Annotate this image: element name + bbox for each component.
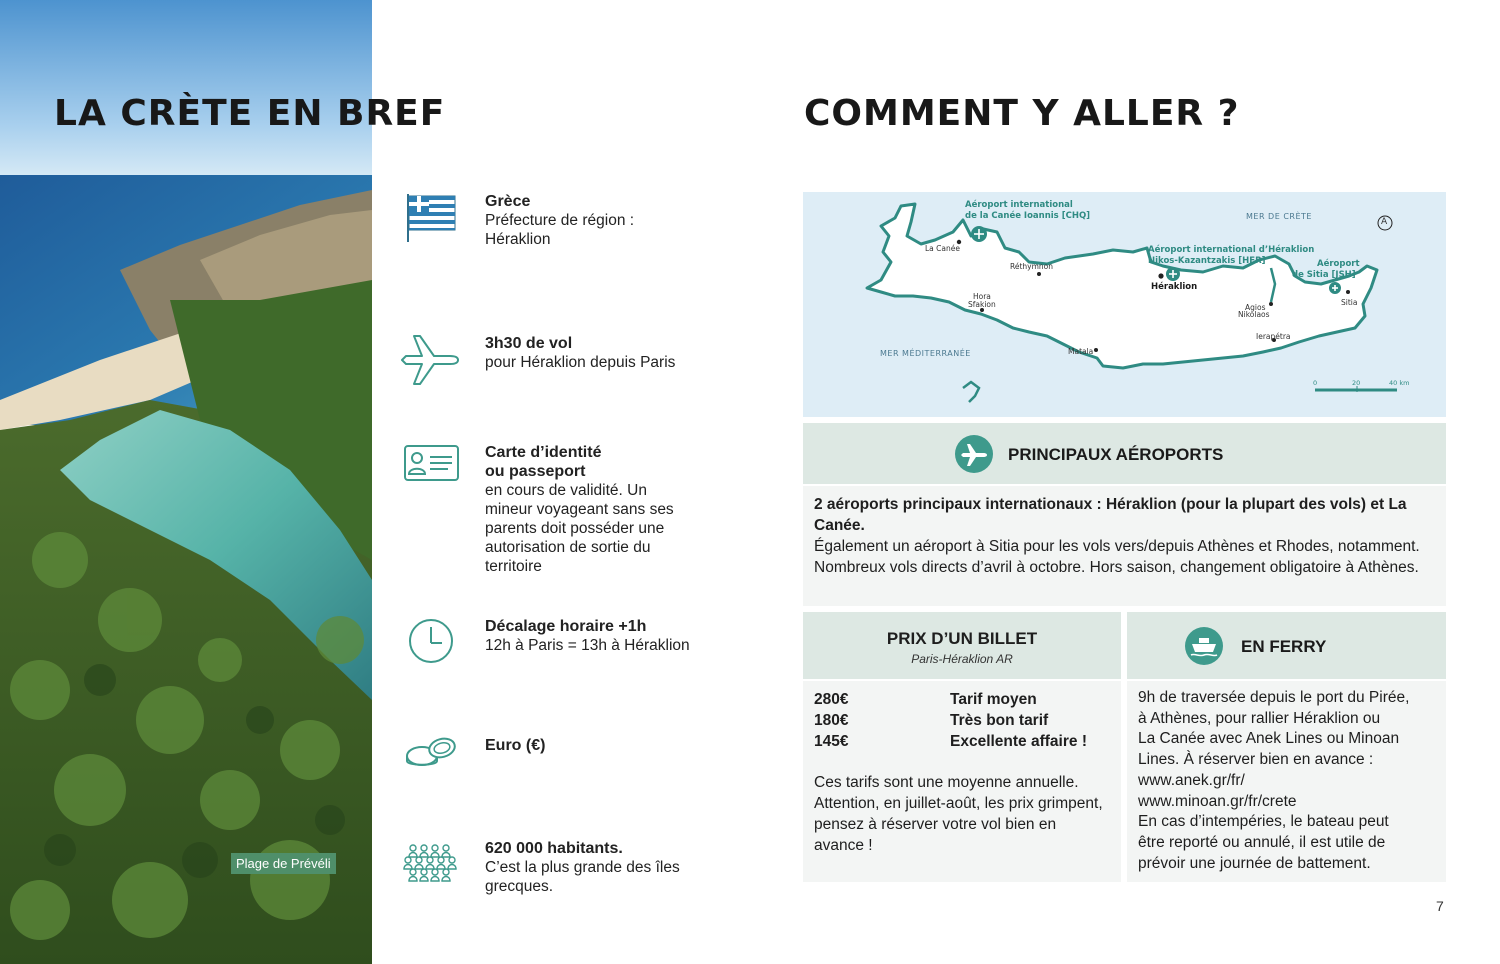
plane-icon — [955, 435, 993, 473]
fact-title: Euro (€) — [485, 737, 546, 754]
ferry-line: à Athènes, pour rallier Héraklion ou — [1138, 709, 1381, 727]
fact-title-2: ou passeport — [485, 463, 586, 480]
map-scale-label: 20 — [1352, 379, 1361, 387]
beach-photo — [0, 0, 372, 964]
crete-map — [803, 192, 1446, 417]
fact-line: autorisation de sortie du — [485, 539, 651, 556]
map-scale-label: 0 — [1313, 379, 1318, 387]
airports-heading: PRINCIPAUX AÉROPORTS — [1008, 445, 1224, 464]
fact-line: Héraklion — [485, 231, 551, 248]
fact-title: Grèce — [485, 193, 531, 210]
fact-line: territoire — [485, 558, 542, 575]
ferry-line: prévoir une journée de battement. — [1138, 854, 1371, 872]
map-city: Sitia — [1341, 298, 1358, 307]
fact-line: grecques. — [485, 878, 554, 895]
map-label: Aéroport international d’Héraklion — [1148, 245, 1315, 255]
ferry-link-minoan[interactable]: www.minoan.gr/fr/crete — [1138, 792, 1297, 810]
airports-body — [803, 486, 1446, 606]
fact-line: mineur voyageant sans ses — [485, 501, 674, 518]
fact-title: Carte d’identité — [485, 444, 602, 461]
map-label: Nikos-Kazantzakis [HER] — [1148, 256, 1266, 266]
price-label: Tarif moyen — [950, 691, 1037, 708]
plane-icon — [400, 334, 464, 390]
map-city: Ierapétra — [1256, 332, 1291, 341]
map-city: La Canée — [925, 244, 960, 253]
ferry-heading: EN FERRY — [1241, 637, 1327, 656]
map-label: de la Canée Ioannis [CHQ] — [965, 211, 1091, 221]
people-icon — [400, 839, 464, 895]
price-value: 180€ — [814, 712, 849, 729]
fact-title: Décalage horaire +1h — [485, 618, 647, 635]
fact-line: 12h à Paris = 13h à Héraklion — [485, 637, 690, 654]
price-body — [803, 681, 1121, 882]
page-number: 7 — [1436, 898, 1444, 914]
map-label: de Sitia [JSH] — [1292, 270, 1356, 280]
map-marker-label: A — [1381, 217, 1388, 227]
ferry-body — [1127, 681, 1446, 882]
ferry-line: En cas d’intempéries, le bateau peut — [1138, 813, 1389, 831]
ferry-link-anek[interactable]: www.anek.gr/fr/ — [1138, 771, 1245, 789]
map-scale-label: 40 km — [1389, 379, 1410, 387]
ferry-line: Lines. À réserver bien en avance : — [1138, 751, 1374, 769]
price-row — [814, 710, 1110, 731]
map-label: Aéroport — [1317, 259, 1360, 269]
map-city: Hora — [973, 292, 991, 301]
price-label: Excellente affaire ! — [950, 733, 1087, 750]
coins-icon — [400, 736, 464, 792]
fact-line: parents doit posséder une — [485, 520, 665, 537]
airports-lead: 2 aéroports principaux internationaux : Héraklion (pour la plupart des vols) et La Canée. — [814, 496, 1407, 534]
clock-icon — [400, 617, 464, 673]
fact-line: C’est la plus grande des îles — [485, 859, 680, 876]
map-city: Agios — [1245, 303, 1266, 312]
ferry-line: 9h de traversée depuis le port du Pirée, — [1138, 689, 1410, 706]
map-sea-label: MER MÉDITERRANÉE — [880, 349, 971, 358]
ferry-line: La Canée avec Anek Lines ou Minoan — [1138, 730, 1400, 748]
price-row — [814, 689, 1110, 710]
map-city: Matala — [1068, 347, 1094, 356]
airports-header — [803, 423, 1446, 484]
id-card-icon — [400, 443, 464, 499]
flag-icon — [400, 192, 464, 248]
price-subheading: Paris-Héraklion AR — [911, 652, 1013, 666]
map-city: Nikolaos — [1238, 310, 1270, 319]
price-row — [814, 731, 1110, 752]
map-label: Aéroport international — [965, 200, 1073, 210]
price-heading: PRIX D’UN BILLET — [886, 629, 1038, 648]
fact-line: pour Héraklion depuis Paris — [485, 354, 676, 371]
fact-title: 620 000 habitants. — [485, 840, 623, 857]
fact-line: en cours de validité. Un — [485, 482, 647, 499]
price-value: 280€ — [814, 691, 849, 708]
airports-text: Également un aéroport à Sitia pour les vols vers/depuis Athènes et Rhodes, notamment. Nombreux vols directs d’avril à octobre. Hors saison, changement obligatoire à Athènes. — [814, 538, 1420, 576]
price-header — [803, 612, 1121, 679]
ferry-icon — [1185, 627, 1223, 665]
map-city: Sfakion — [968, 300, 996, 309]
price-label: Très bon tarif — [950, 712, 1049, 729]
map-city: Héraklion — [1151, 282, 1198, 292]
map-sea-label: MER DE CRÈTE — [1246, 212, 1312, 221]
page-title-left: LA CRÈTE EN BREF — [54, 93, 446, 134]
ferry-line: être reporté ou annulé, il est utile de — [1138, 833, 1386, 851]
price-note: Ces tarifs sont une moyenne annuelle. Attention, en juillet-août, les prix grimpent, pensez à réserver votre vol bien en avance ! — [814, 774, 1103, 854]
page-title-right: COMMENT Y ALLER ? — [804, 93, 1240, 134]
ferry-header — [1127, 612, 1446, 679]
fact-title: 3h30 de vol — [485, 335, 573, 352]
map-city: Réthymnon — [1010, 262, 1054, 271]
fact-line: Préfecture de région : — [485, 212, 635, 229]
photo-caption: Plage de Prévéli — [231, 853, 336, 874]
price-value: 145€ — [814, 733, 849, 750]
